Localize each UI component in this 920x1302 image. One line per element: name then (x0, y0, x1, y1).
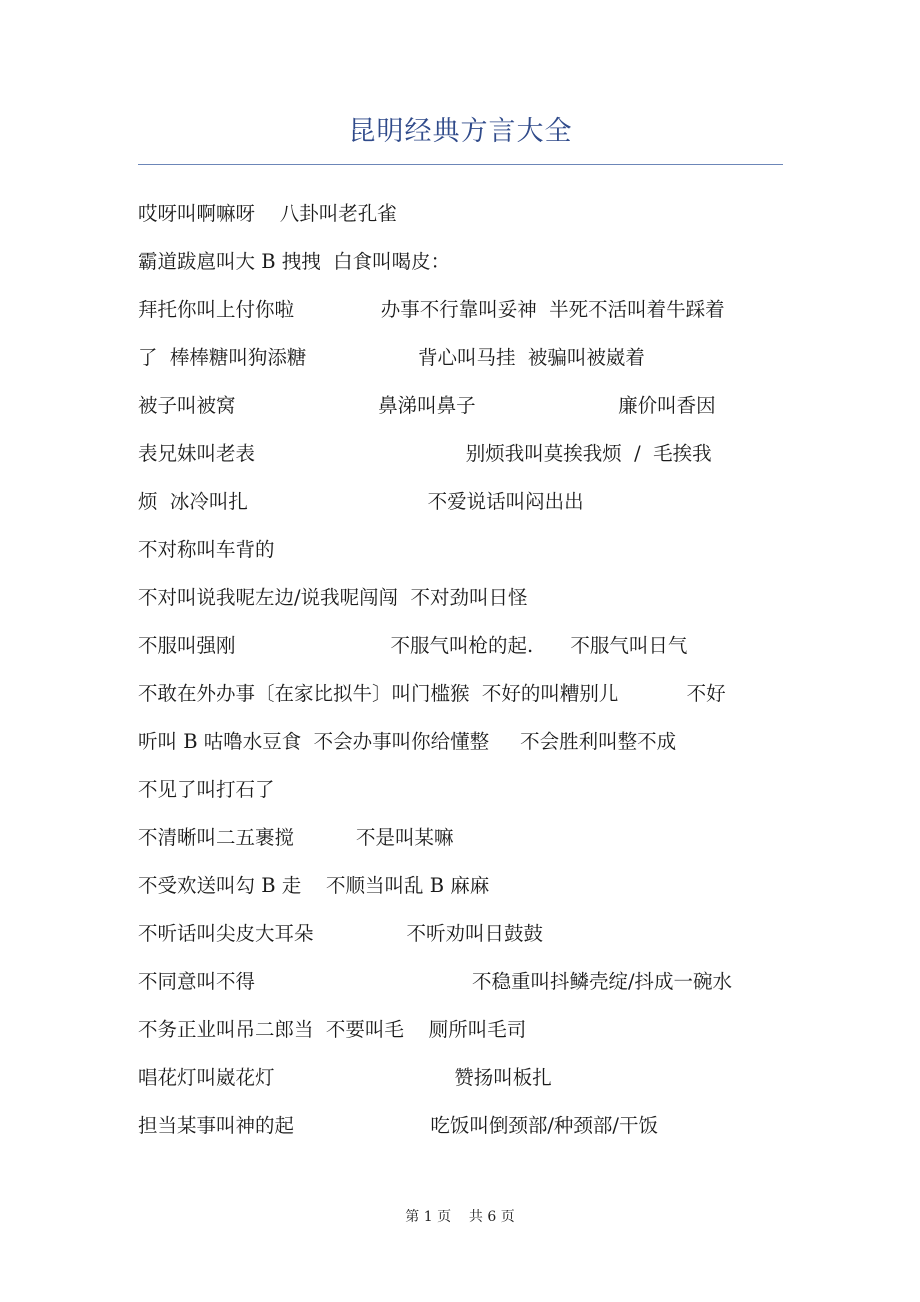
text-line: 不对称叫车背的 (138, 538, 275, 561)
text-line: 哎呀叫啊嘛呀 八卦叫老孔雀 (138, 202, 397, 225)
text-line: 唱花灯叫崴花灯 赞扬叫板扎 (138, 1066, 552, 1089)
text-line: 被子叫被窝 鼻涕叫鼻子 廉价叫香因 (138, 394, 716, 417)
text-line: 不见了叫打石了 (138, 778, 275, 801)
text-line: 不务正业叫吊二郎当 不要叫毛 厕所叫毛司 (138, 1018, 527, 1041)
text-line: 不听话叫尖皮大耳朵 不听劝叫日鼓鼓 (138, 922, 543, 945)
text-line: 不清晰叫二五裹搅 不是叫某嘛 (138, 826, 454, 849)
text-line: 了 棒棒糖叫狗添糖 背心叫马挂 被骗叫被崴着 (138, 346, 645, 369)
page-number-footer: 第 1 页 共 6 页 (405, 1209, 515, 1225)
text-line: 不对叫说我呢左边/说我呢闯闯 不对劲叫日怪 (138, 586, 528, 609)
text-line: 不同意叫不得 不稳重叫抖鳞壳绽/抖成一碗水 (138, 970, 733, 993)
text-line: 不敢在外办事〔在家比拟牛〕叫门槛猴 不好的叫糟别儿 不好 (138, 682, 726, 705)
text-line: 表兄妹叫老表 别烦我叫莫挨我烦 / 毛挨我 (138, 442, 712, 465)
text-line: 拜托你叫上付你啦 办事不行靠叫妥神 半死不活叫着牛踩着 (138, 298, 725, 321)
text-line: 担当某事叫神的起 吃饭叫倒颈部/种颈部/干饭 (138, 1114, 659, 1137)
text-line: 不受欢送叫勾 B 走 不顺当叫乱 B 麻麻 (138, 874, 490, 897)
document-title: 昆明经典方言大全 (348, 116, 573, 147)
text-line: 不服叫强刚 不服气叫枪的起. 不服气叫日气 (138, 634, 688, 657)
title-underline (138, 164, 783, 165)
text-line: 烦 冰冷叫扎 不爱说话叫闷出出 (138, 490, 584, 513)
text-line: 霸道跋扈叫大 B 拽拽 白食叫喝皮： (138, 250, 451, 273)
document-body (138, 190, 786, 1150)
text-line: 听叫 B 咕噜水豆食 不会办事叫你给懂整 不会胜利叫整不成 (138, 730, 677, 753)
